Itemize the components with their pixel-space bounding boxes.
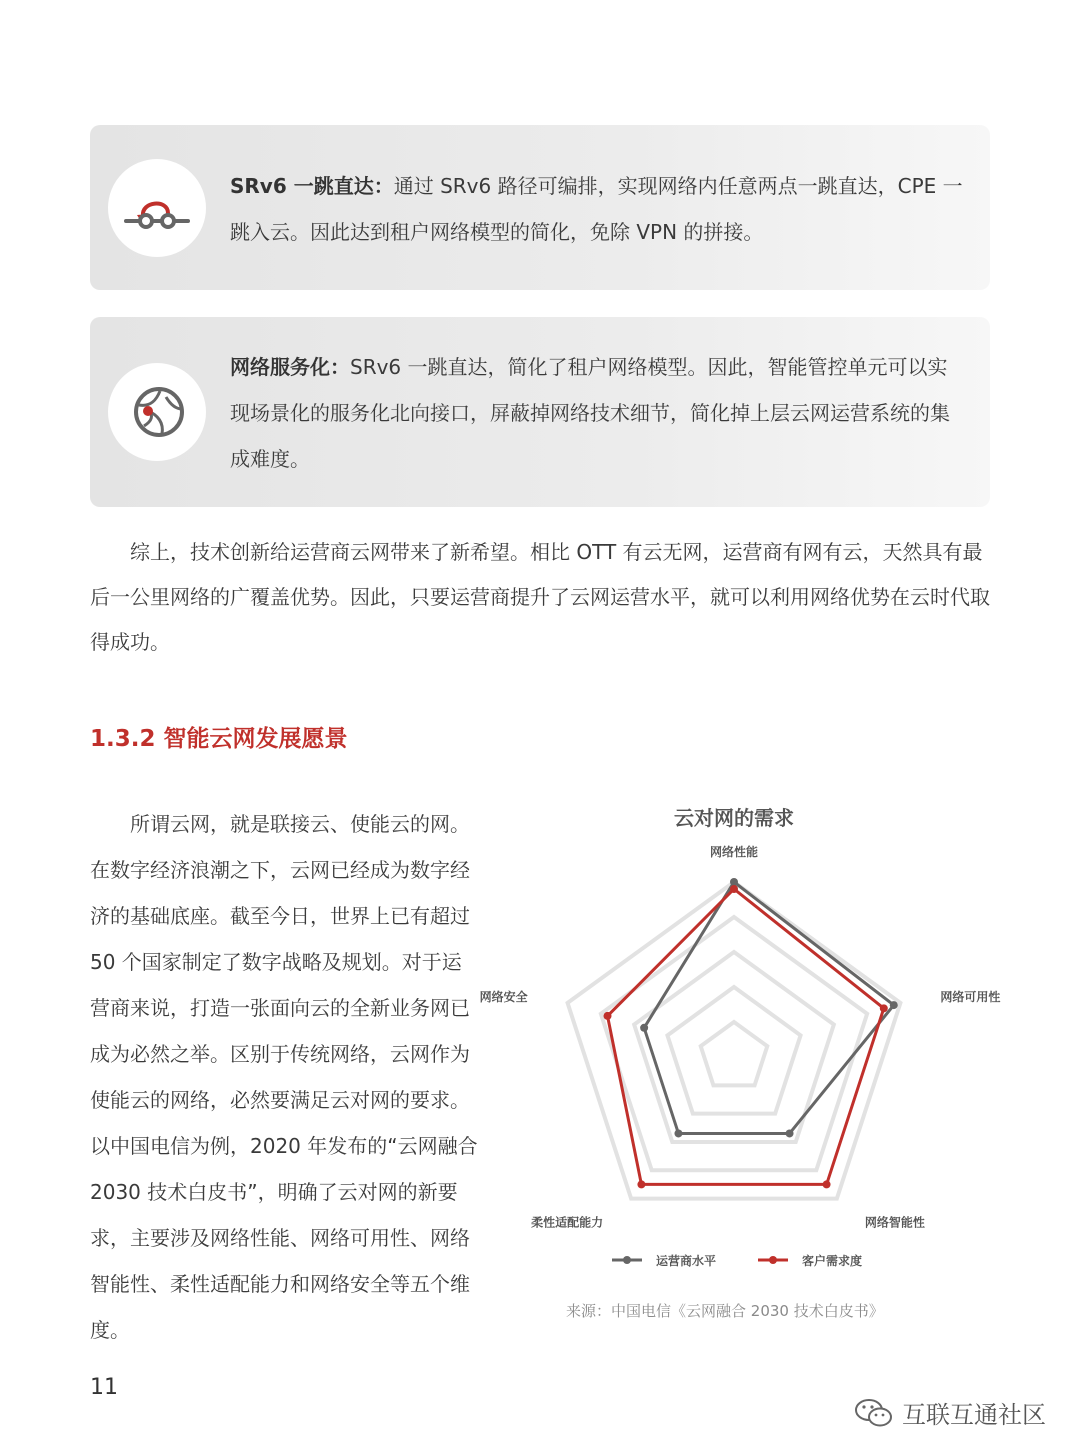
- info-card-srv6: [90, 125, 990, 290]
- legend-item: [758, 1253, 862, 1268]
- radar-grid-ring: [568, 882, 901, 1199]
- card-body: SRv6 一跳直达，简化了租户网络模型。因此，智能管控单元可以实现场景化的服务化北向接口，屏蔽掉网络技术细节，简化掉上层云网运营系统的集成难度。: [230, 355, 950, 471]
- card-text: [230, 344, 966, 482]
- legend-label: 运营商水平: [656, 1254, 717, 1268]
- series-point: [730, 885, 738, 893]
- watermark-text: 互联互通社区: [902, 1401, 1046, 1429]
- watermark: [854, 1395, 1046, 1430]
- globe-network-icon: [108, 363, 206, 461]
- series-point: [674, 1129, 682, 1137]
- chart-source: 来源：中国电信《云网融合 2030 技术白皮书》: [566, 1302, 884, 1320]
- body-paragraph: 所谓云网，就是联接云、使能云的网。在数字经济浪潮之下，云网已经成为数字经济的基础底座。截至今日，世界上已有超过 50 个国家制定了数字战略及规划。对于运营商来说，打造一张面向云的全新业务网已成为必然之举。区别于传统网络，云网作为使能云的网络，必然要满足云对网的要求。以中国电信为例，2020 年发布的“云网融合 2030 技术白皮书”，明确了云对网的新要求，主要涉及网络性能、网络可用性、网络智能性、柔性适配能力和网络安全等五个维度。: [90, 812, 478, 1342]
- card-text: [230, 163, 966, 255]
- legend-label: 客户需求度: [802, 1254, 863, 1268]
- card-title: 网络服务化：: [230, 355, 350, 379]
- series-point: [604, 1012, 612, 1020]
- legend-marker: [769, 1256, 777, 1264]
- legend-item: [612, 1253, 716, 1268]
- info-card-service: [90, 317, 990, 507]
- route-direct-icon: [108, 159, 206, 257]
- wechat-icon: [854, 1397, 894, 1429]
- card-title: SRv6 一跳直达：: [230, 174, 394, 198]
- axis-label: 网络智能性: [864, 1215, 925, 1230]
- series-point: [823, 1180, 831, 1188]
- series-point: [730, 878, 738, 886]
- axis-label: 网络安全: [480, 989, 528, 1004]
- series-point: [637, 1180, 645, 1188]
- radar-chart: [480, 830, 1020, 1290]
- section-heading: 1.3.2 智能云网发展愿景: [90, 726, 348, 752]
- card-body: 通过 SRv6 路径可编排，实现网络内任意两点一跳直达，CPE 一跳入云。因此达到租户网络模型的简化，免除 VPN 的拼接。: [230, 174, 963, 244]
- series-point: [640, 1024, 648, 1032]
- summary-paragraph: 综上，技术创新给运营商云网带来了新希望。相比 OTT 有云无网，运营商有网有云，天然具有最后一公里网络的广覆盖优势。因此，只要运营商提升了云网运营水平，就可以利用网络优势在云时代取得成功。: [90, 540, 990, 654]
- series-point: [786, 1129, 794, 1137]
- page-number: 11: [90, 1375, 118, 1400]
- chart-title: 云对网的需求: [674, 806, 794, 830]
- axis-label: 网络性能: [709, 845, 759, 859]
- radar-grid-ring: [701, 1022, 768, 1085]
- axis-label: 网络可用性: [940, 989, 1001, 1004]
- series-point: [880, 1004, 888, 1012]
- series-point: [890, 1001, 898, 1009]
- legend-marker: [623, 1256, 631, 1264]
- radar-grid-ring: [667, 987, 800, 1114]
- axis-label: 柔性适配能力: [531, 1215, 604, 1230]
